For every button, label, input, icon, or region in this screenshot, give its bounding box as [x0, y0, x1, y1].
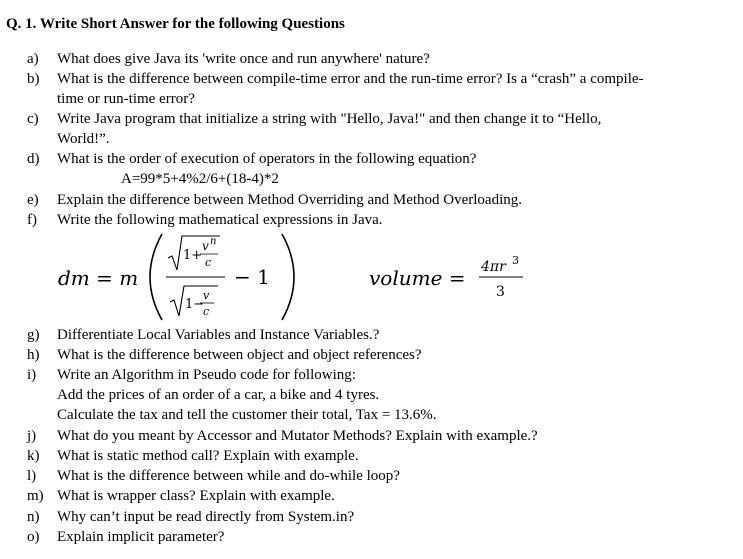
label-b: b) — [27, 71, 40, 87]
num-frac-top: v — [202, 239, 209, 253]
question-h: What is the difference between object and object references? — [57, 347, 422, 363]
den-frac-bottom: c — [203, 305, 210, 318]
volume-denominator: 3 — [496, 284, 505, 300]
question-l: What is the difference between while and do-while loop? — [57, 468, 400, 484]
num-frac-exp: n — [210, 236, 217, 247]
volume-numerator: 4πr — [481, 259, 506, 275]
question-i-line-2: Add the prices of an order of a car, a bike and 4 tyres. — [57, 387, 380, 403]
question-b-line-2: time or run-time error? — [57, 91, 195, 107]
question-k: What is static method call? Explain with example. — [57, 448, 359, 464]
question-e: Explain the difference between Method Overriding and Method Overloading. — [57, 192, 522, 208]
label-c: c) — [27, 111, 39, 127]
label-i: i) — [27, 367, 37, 383]
question-c-line-1: Write Java program that initialize a string with "Hello, Java!" and then change it to “Hello, — [57, 111, 602, 127]
den-frac-top: v — [203, 289, 210, 302]
label-g: g) — [27, 327, 40, 343]
volume-lhs: volume = — [369, 266, 466, 290]
question-d: What is the order of execution of operators in the following equation? — [57, 151, 477, 167]
volume-exponent: 3 — [512, 254, 519, 267]
dm-lhs: dm = m — [58, 266, 139, 290]
question-g: Differentiate Local Variables and Instance Variables.? — [57, 327, 380, 343]
question-o: Explain implicit parameter? — [57, 529, 225, 545]
label-h: h) — [27, 347, 40, 363]
operator-equation: A=99*5+4%2/6+(18-4)*2 — [121, 171, 279, 187]
formula-dm — [50, 230, 300, 324]
formula-volume — [365, 250, 535, 310]
question-m: What is wrapper class? Explain with example. — [57, 488, 335, 504]
label-e: e) — [27, 192, 39, 208]
question-n: Why can’t input be read directly from System.in? — [57, 509, 355, 525]
den-inner: 1− — [185, 297, 205, 312]
question-i-line-3: Calculate the tax and tell the customer their total, Tax = 13.6%. — [57, 407, 437, 423]
question-b-line-1: What is the difference between compile-time error and the run-time error? Is a “crash” a compile- — [57, 71, 644, 87]
label-j: j) — [27, 428, 37, 444]
label-l: l) — [27, 468, 37, 484]
num-frac-bottom: c — [205, 256, 212, 269]
question-heading: Q. 1. Write Short Answer for the following Questions — [6, 16, 345, 32]
num-inner: 1+ — [183, 248, 203, 263]
question-i-line-1: Write an Algorithm in Pseudo code for following: — [57, 367, 356, 383]
label-o: o) — [27, 529, 40, 545]
left-paren-icon — [150, 234, 162, 320]
label-a: a) — [27, 51, 39, 67]
question-f: Write the following mathematical expressions in Java. — [57, 212, 383, 228]
minus-one: − 1 — [234, 265, 270, 289]
question-a: What does give Java its 'write once and run anywhere' nature? — [57, 51, 430, 67]
right-paren-icon — [282, 234, 294, 320]
question-c-line-2: World!”. — [57, 131, 110, 147]
label-n: n) — [27, 509, 40, 525]
label-f: f) — [27, 212, 37, 228]
label-k: k) — [27, 448, 40, 464]
label-d: d) — [27, 151, 40, 167]
label-m: m) — [27, 488, 44, 504]
question-j: What do you meant by Accessor and Mutator Methods? Explain with example.? — [57, 428, 538, 444]
